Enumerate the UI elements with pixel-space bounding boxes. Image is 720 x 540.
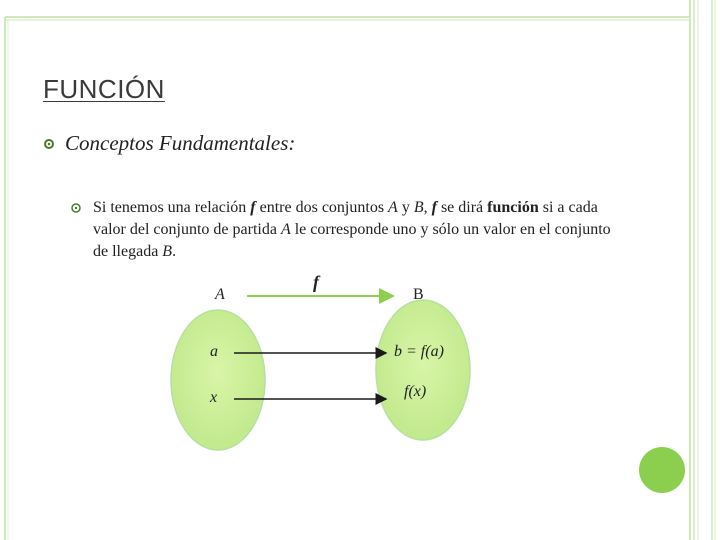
domain-set-ellipse (171, 310, 265, 450)
slide-title: FUNCIÓN (43, 74, 165, 104)
codomain-element-fx: f(x) (404, 383, 427, 400)
definition-paragraph: Si tenemos una relación f entre dos conjuntos A y B, f se dirá función si a cada valor del conjunto de partida A le corresponde uno y sólo un valor en el conjunto de llegada B. (93, 199, 611, 260)
domain-element-a: a (210, 343, 218, 360)
codomain-element-fa: b = f(a) (394, 343, 444, 360)
set-a-label: A (215, 286, 225, 303)
set-b-label: B (413, 286, 424, 303)
subtitle: Conceptos Fundamentales: (65, 131, 296, 155)
codomain-set-ellipse (376, 300, 470, 440)
domain-element-x: x (210, 389, 218, 406)
function-label: f (313, 272, 319, 292)
